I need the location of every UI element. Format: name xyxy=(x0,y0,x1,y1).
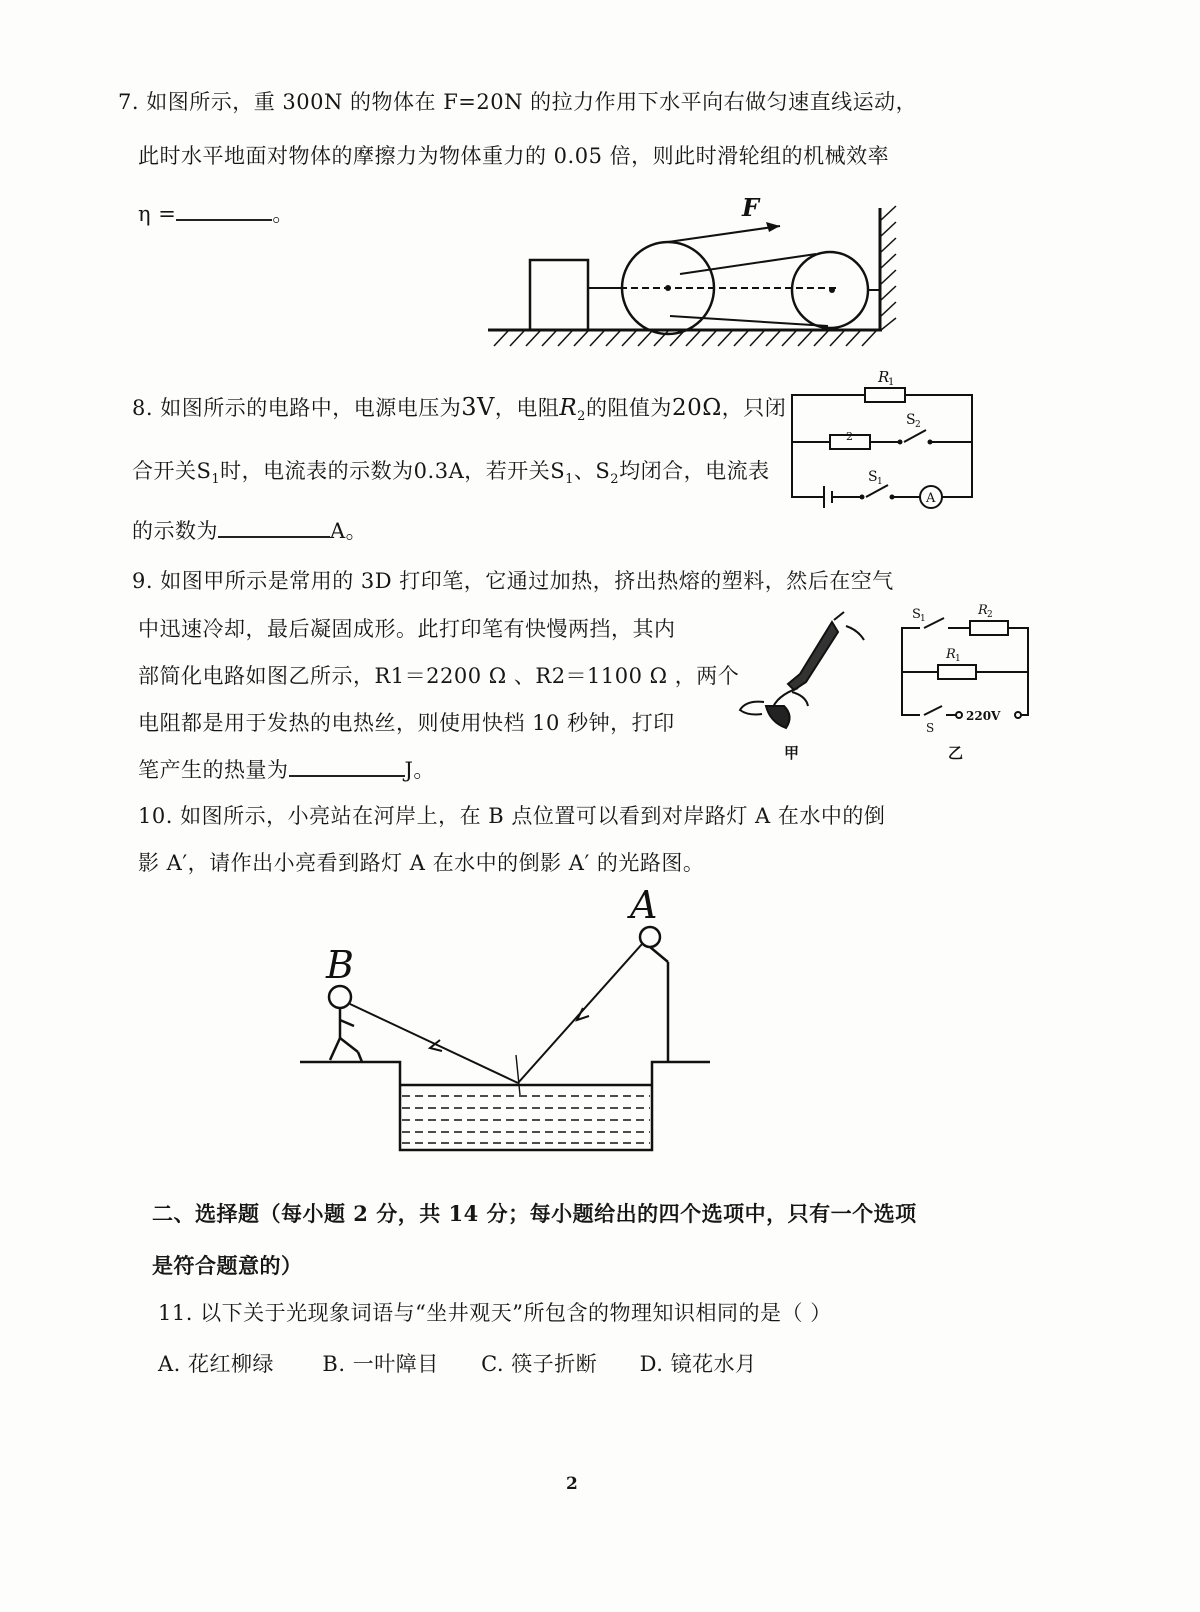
q9-line-3: 部简化电路如图乙所示，R1＝2200 Ω 、R2＝1100 Ω ，两个 xyxy=(138,664,740,688)
q9-unit: J。 xyxy=(404,758,435,782)
q8-fig-s2-label: S xyxy=(906,412,916,428)
q11-option-a[interactable]: A. 花红柳绿 xyxy=(158,1352,275,1376)
q9-fig-voltage: 220V xyxy=(966,709,1001,723)
q8-fig-r2-label: 2 xyxy=(846,430,853,443)
q8-sep: 、 xyxy=(573,459,596,483)
page-number: 2 xyxy=(566,1474,579,1494)
q8-s2-sub: 2 xyxy=(610,472,620,488)
q7-eta-label: η = xyxy=(138,202,177,226)
q8-fig-s1-label: S xyxy=(868,469,878,485)
q8-line-2 xyxy=(132,455,770,487)
section2-line-1: 二、选择题（每小题 2 分，共 14 分；每小题给出的四个选项中，只有一个选项 xyxy=(152,1201,917,1226)
q10-line-2: 影 A′，请作出小亮看到路灯 A 在水中的倒影 A′ 的光路图。 xyxy=(138,851,705,875)
q8-ohm: 20Ω xyxy=(671,395,722,421)
q9-fig-s1-label: S xyxy=(912,607,921,622)
q7-answer-line xyxy=(138,198,294,228)
q8-text-h: 均闭合，电流表 xyxy=(619,459,770,483)
q9-fig-s1-sub: 1 xyxy=(920,614,926,624)
q8-circuit-figure xyxy=(780,360,990,520)
q8-voltage: 3V xyxy=(461,393,495,421)
q9-answer-blank[interactable] xyxy=(289,775,405,777)
q8-r2: R xyxy=(559,395,578,421)
q10-person-b xyxy=(329,986,351,1008)
q11-stem: 11. 以下关于光现象词语与“坐井观天”所包含的物理知识相同的是（ ） xyxy=(158,1301,832,1325)
q10-label-b: B xyxy=(326,943,354,987)
q8-s1-sub: 1 xyxy=(211,472,221,488)
q8-text-a: 8. 如图所示的电路中，电源电压为 xyxy=(132,396,462,420)
q9-line-4: 电阻都是用于发热的电热丝，则使用快档 10 秒钟，打印 xyxy=(138,711,675,735)
q9-pen-figure xyxy=(736,610,876,760)
q9-fig-r1-label: R xyxy=(946,647,956,662)
q8-fig-s2-sub: 2 xyxy=(915,420,921,430)
q9-r2-resistor xyxy=(970,621,1008,635)
q11-option-b[interactable]: B. 一叶障目 xyxy=(322,1352,439,1376)
q7-eta-end: 。 xyxy=(272,202,294,226)
q8-fig-s1-sub: 1 xyxy=(877,477,883,487)
q8-text-e: 合开关 xyxy=(132,459,197,483)
q9-fig-r2-sub: 2 xyxy=(987,610,993,620)
q8-text-d: ，只闭 xyxy=(721,396,787,420)
q10-reflection-figure xyxy=(290,880,730,1160)
q8-s1: S xyxy=(196,459,212,483)
q8-r2-sub: 2 xyxy=(577,409,586,425)
q8-line-3 xyxy=(132,515,367,545)
q7-block xyxy=(530,260,588,330)
q9-fig-jia-label: 甲 xyxy=(784,744,800,760)
q10-lamp-a xyxy=(640,927,660,947)
q9-circuit-figure xyxy=(890,600,1050,765)
q9-line-1: 9. 如图甲所示是常用的 3D 打印笔，它通过加热，挤出热熔的塑料，然后在空气 xyxy=(132,569,894,593)
q9-fig-s-label: S xyxy=(926,721,935,735)
q8-current: 0.3A xyxy=(413,459,465,483)
q7-line-1: 7. 如图所示，重 300N 的物体在 F=20N 的拉力作用下水平向右做匀速直线运动， xyxy=(118,90,918,114)
section2-line-2: 是符合题意的） xyxy=(152,1253,303,1278)
q8-s2: S xyxy=(595,459,611,483)
q11-option-d[interactable]: D. 镜花水月 xyxy=(639,1352,757,1376)
q9-r1-resistor xyxy=(938,665,976,679)
q8-text-c: 的阻值为 xyxy=(585,396,672,420)
q7-line-2: 此时水平地面对物体的摩擦力为物体重力的 0.05 倍，则此时滑轮组的机械效率 xyxy=(138,144,890,168)
q10-label-a: A xyxy=(630,883,658,927)
q11-options xyxy=(158,1348,757,1378)
q9-line-5 xyxy=(138,754,435,784)
q7-answer-blank[interactable] xyxy=(176,219,272,221)
q8-text-f: 时，电流表的示数为 xyxy=(220,459,414,483)
q9-text-end: 笔产生的热量为 xyxy=(138,758,289,782)
q10-line-1: 10. 如图所示，小亮站在河岸上，在 B 点位置可以看到对岸路灯 A 在水中的倒 xyxy=(138,804,886,828)
q8-unit: A。 xyxy=(330,519,368,543)
q11-option-c[interactable]: C. 筷子折断 xyxy=(481,1352,598,1376)
q8-fig-r1-sub: 1 xyxy=(888,377,895,388)
q8-text-i: 的示数为 xyxy=(132,519,218,543)
q7-force-label: F xyxy=(742,193,760,222)
q9-line-2: 中迅速冷却，最后凝固成形。此打印笔有快慢两挡，其内 xyxy=(138,617,676,641)
q9-fig-r2-label: R xyxy=(978,603,988,618)
q8-s1b-sub: 1 xyxy=(565,472,574,488)
q8-line-1 xyxy=(132,392,786,424)
q10-reflected-ray xyxy=(350,1004,518,1083)
q8-r1-resistor xyxy=(865,388,905,402)
q8-answer-blank[interactable] xyxy=(218,536,330,538)
q8-text-b: ，电阻 xyxy=(494,396,560,420)
q8-s1b: S xyxy=(550,459,566,483)
q8-text-g: ，若开关 xyxy=(464,459,551,483)
q9-fig-r1-sub: 1 xyxy=(955,654,961,664)
q7-pulley-figure xyxy=(480,190,920,360)
q9-fig-yi-label: 乙 xyxy=(948,744,964,762)
q8-fig-ammeter-label: A xyxy=(926,491,936,506)
q8-fig-r1-label: R xyxy=(878,368,890,386)
